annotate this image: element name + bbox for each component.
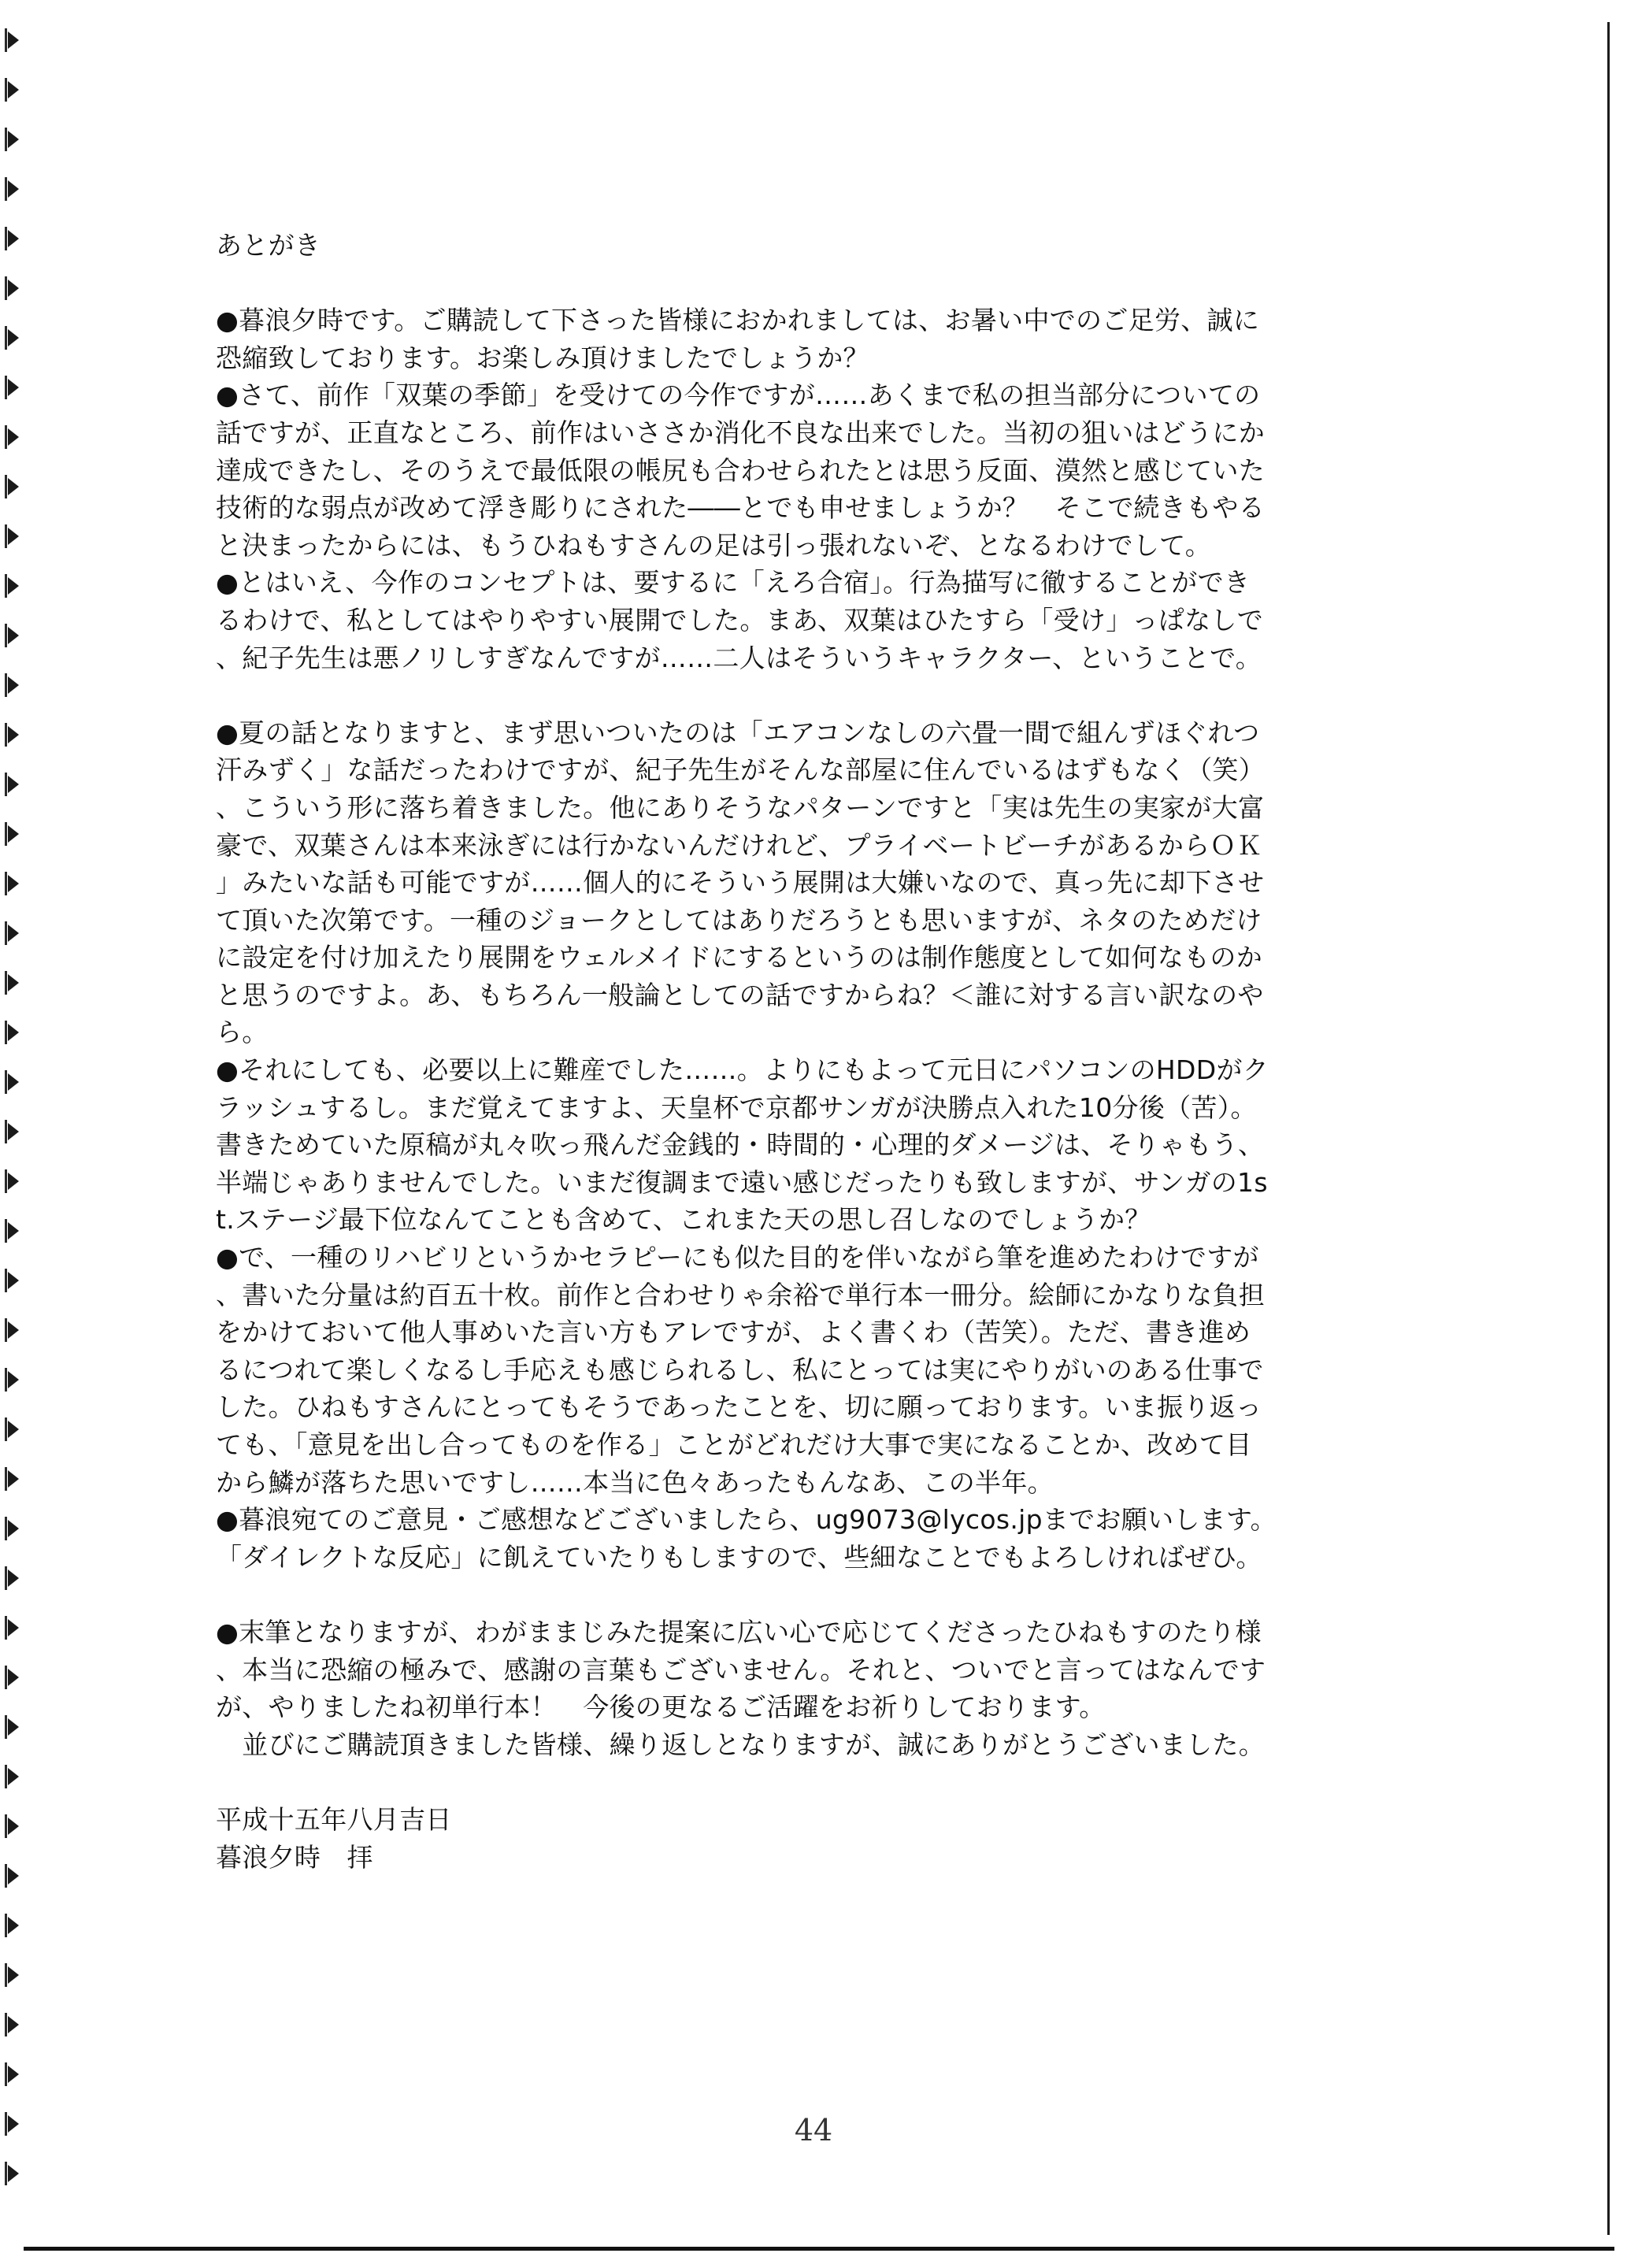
text-line: ●暮浪夕時です。ご購読して下さった皆様におかれましては、お暑い中でのご足労、誠に	[216, 305, 1260, 336]
binding-mark	[8, 925, 19, 942]
binding-mark	[8, 528, 19, 545]
text-line: ●夏の話となりますと、まず思いついたのは「エアコンなしの六畳一間で組んずほぐれつ	[216, 717, 1260, 748]
afterword-title: あとがき	[216, 230, 321, 261]
binding-stem	[5, 1120, 7, 1143]
binding-mark	[8, 1718, 19, 1736]
binding-mark	[8, 1917, 19, 1934]
binding-stem	[5, 376, 7, 399]
text-line: 、紀子先生は悪ノリしすぎなんですが……二人はそういうキャラクター、ということで。	[216, 642, 1262, 673]
binding-mark	[8, 676, 19, 694]
text-line: るにつれて楽しくなるし手応えも感じられるし、私にとっては実にやりがいのある仕事で	[216, 1354, 1264, 1385]
binding-stem	[5, 1467, 7, 1491]
binding-mark	[8, 776, 19, 793]
binding-mark	[8, 1024, 19, 1041]
binding-mark	[8, 1173, 19, 1190]
binding-stem	[5, 872, 7, 895]
text-line: 、本当に恐縮の極みで、感謝の言葉もございません。それと、ついでと言ってはなんです	[216, 1654, 1266, 1685]
binding-stem	[5, 227, 7, 250]
binding-stem	[5, 326, 7, 350]
binding-stem	[5, 1021, 7, 1044]
binding-mark	[8, 1619, 19, 1636]
text-line: が、やりましたね初単行本！ 今後の更なるご活躍をお祈りしております。	[216, 1692, 1106, 1723]
signature: 暮浪夕時 拝	[216, 1841, 373, 1873]
binding-mark	[8, 280, 19, 297]
text-line: から鱗が落ちた思いですし……本当に色々あったもんなあ、この半年。	[216, 1466, 1054, 1498]
binding-stem	[5, 2062, 7, 2086]
text-line: て頂いた次第です。一種のジョークとしてはありだろうとも思いますが、ネタのためだけ	[216, 904, 1262, 936]
text-line: 恐縮致しております。お楽しみ頂けましたでしょうか？	[216, 342, 869, 373]
binding-mark	[8, 2165, 19, 2182]
afterword-text	[216, 227, 1455, 1876]
page-number: 44	[794, 2113, 833, 2148]
binding-mark	[8, 230, 19, 247]
binding-mark	[8, 1966, 19, 1984]
text-line: 半端じゃありませんでした。いまだ復調まで遠い感じだったりも致しますが、サンガの1s	[216, 1166, 1268, 1198]
binding-stem	[5, 1715, 7, 1739]
binding-stem	[5, 921, 7, 945]
text-line: 、書いた分量は約百五十枚。前作と合わせりゃ余裕で単行本一冊分。絵師にかなりな負担	[216, 1279, 1265, 1310]
date-line: 平成十五年八月吉日	[216, 1803, 452, 1835]
binding-mark	[8, 379, 19, 396]
text-line: ●末筆となりますが、わがままじみた提案に広い心で応じてくださったひねもすのたり様	[216, 1616, 1262, 1647]
text-line: と決まったからには、もうひねもすさんの足は引っ張れないぞ、となるわけでして。	[216, 529, 1212, 561]
text-line: ても、「意見を出し合ってものを作る」ことがどれだけ大事で実になることか、改めて目	[216, 1429, 1252, 1460]
binding-stem	[5, 673, 7, 697]
binding-stem	[5, 574, 7, 598]
binding-stem	[5, 1765, 7, 1788]
text-line: 話ですが、正直なところ、前作はいささか消化不良な出来でした。当初の狙いはどうにか	[216, 417, 1265, 448]
binding-stem	[5, 276, 7, 300]
binding-stem	[5, 1169, 7, 1193]
binding-stem	[5, 624, 7, 647]
text-line: に設定を付け加えたり展開をウェルメイドにするというのは制作態度として如何なものか	[216, 942, 1263, 973]
page-border-right	[1607, 22, 1610, 2235]
binding-mark	[8, 81, 19, 98]
binding-mark	[8, 180, 19, 198]
blank-line	[216, 1763, 1455, 1801]
text-line: ●で、一種のリハビリというかセラピーにも似た目的を伴いながら筆を進めたわけですが	[216, 1242, 1259, 1273]
binding-mark	[8, 1421, 19, 1438]
binding-stem	[5, 1070, 7, 1094]
binding-stem	[5, 1219, 7, 1243]
text-line: 技術的な弱点が改めて浮き彫りにされた――とでも申せましょうか？ そこで続きもやる	[216, 492, 1265, 524]
binding-mark	[8, 577, 19, 595]
text-line: と思うのですよ。あ、もちろん一般論としての話ですからね？＜誰に対する言い訳なのや	[216, 979, 1264, 1010]
binding-stem	[5, 1864, 7, 1888]
binding-stem	[5, 1566, 7, 1590]
text-line: 「ダイレクトな反応」に飢えていたりもしますので、些細なことでもよろしければぜひ。	[216, 1541, 1262, 1573]
binding-stem	[5, 2162, 7, 2185]
text-line: 達成できたし、そのうえで最低限の帳尻も合わせられたとは思う反面、漠然と感じていた	[216, 454, 1265, 486]
binding-mark	[8, 1371, 19, 1388]
text-line: ら。	[216, 1017, 269, 1048]
binding-mark	[8, 329, 19, 346]
binding-mark	[8, 1520, 19, 1537]
binding-mark	[8, 1123, 19, 1140]
text-line: 豪で、双葉さんは本来泳ぎには行かないんだけれど、プライベートビーチがあるからＯＫ	[216, 829, 1263, 861]
paragraph-gap	[216, 676, 1455, 714]
afterword-body	[216, 302, 1455, 1763]
binding-stem	[5, 1269, 7, 1292]
binding-mark	[8, 1272, 19, 1289]
text-line: t.ステージ最下位なんてことも含めて、これまた天の思し召しなのでしょうか？	[216, 1204, 1151, 1236]
text-line: した。ひねもすさんにとってもそうであったことを、切に願っております。いま振り返っ	[216, 1392, 1262, 1423]
text-line: るわけで、私としてはやりやすい展開でした。まあ、双葉はひたすら「受け」っぱなしで	[216, 604, 1264, 636]
binding-stem	[5, 78, 7, 102]
text-line: 汗みずく」な話だったわけですが、紀子先生がそんな部屋に住んでいるはずもなく（笑）	[216, 754, 1265, 786]
binding-stem	[5, 1517, 7, 1540]
binding-stem	[5, 177, 7, 201]
binding-mark	[8, 1867, 19, 1884]
binding-stem	[5, 128, 7, 151]
binding-stem	[5, 773, 7, 796]
binding-mark	[8, 875, 19, 892]
text-line: 」みたいな話も可能ですが……個人的にそういう展開は大嫌いなので、真っ先に却下させ	[216, 867, 1265, 899]
binding-stem	[5, 425, 7, 449]
binding-stem	[5, 1318, 7, 1342]
binding-stem	[5, 723, 7, 747]
text-line: ●暮浪宛てのご意見・ご感想などございましたら、ug9073@lycos.jpまでお願いします。	[216, 1504, 1277, 1536]
text-line: 書きためていた原稿が丸々吹っ飛んだ金銭的・時間的・心理的ダメージは、そりゃもう、	[216, 1129, 1265, 1161]
binding-mark	[8, 1321, 19, 1339]
binding-stem	[5, 1616, 7, 1640]
text-line: をかけておいて他人事めいた言い方もアレですが、よく書くわ（苦笑）。ただ、書き進め	[216, 1317, 1251, 1348]
binding-mark	[8, 428, 19, 446]
binding-stem	[5, 1368, 7, 1392]
binding-stem	[5, 1666, 7, 1689]
binding-mark	[8, 1222, 19, 1240]
text-line: ●それにしても、必要以上に難産でした……。よりにもよって元日にパソコンのHDDがク	[216, 1054, 1269, 1086]
blank-line	[216, 265, 1455, 302]
text-line: ラッシュするし。まだ覚えてますよ、天皇杯で京都サンガが決勝点入れた10分後（苦）。	[216, 1091, 1257, 1123]
text-line: 並びにご購読頂きました皆様、繰り返しとなりますが、誠にありがとうございました。	[216, 1729, 1265, 1760]
binding-mark	[8, 825, 19, 843]
binding-mark	[8, 974, 19, 991]
binding-stem	[5, 1418, 7, 1441]
binding-stem	[5, 28, 7, 52]
page-border-bottom	[24, 2247, 1614, 2251]
binding-mark	[8, 1569, 19, 1587]
text-line: 、こういう形に落ち着きました。他にありそうなパターンですと「実は先生の実家が大富	[216, 791, 1265, 823]
binding-mark	[8, 2016, 19, 2033]
binding-mark	[8, 1073, 19, 1091]
binding-mark	[8, 32, 19, 49]
binding-mark	[8, 1669, 19, 1686]
binding-mark	[8, 1768, 19, 1785]
binding-stem	[5, 971, 7, 995]
binding-mark	[8, 1818, 19, 1835]
binding-stem	[5, 2013, 7, 2036]
binding-mark	[8, 627, 19, 644]
binding-mark	[8, 131, 19, 148]
binding-stem	[5, 524, 7, 548]
binding-stem	[5, 822, 7, 846]
binding-mark	[8, 1470, 19, 1488]
binding-stem	[5, 1914, 7, 1937]
text-line: ●さて、前作「双葉の季節」を受けての今作ですが……あくまで私の担当部分についての	[216, 380, 1261, 411]
text-line: ●とはいえ、今作のコンセプトは、要するに「えろ合宿」。行為描写に徹することができ	[216, 567, 1251, 598]
binding-stem	[5, 475, 7, 498]
binding-mark	[8, 478, 19, 495]
binding-mark	[8, 2066, 19, 2083]
binding-edge	[0, 16, 36, 2236]
binding-mark	[8, 726, 19, 743]
binding-stem	[5, 1963, 7, 1987]
binding-stem	[5, 1814, 7, 1838]
paragraph-gap	[216, 1576, 1455, 1614]
